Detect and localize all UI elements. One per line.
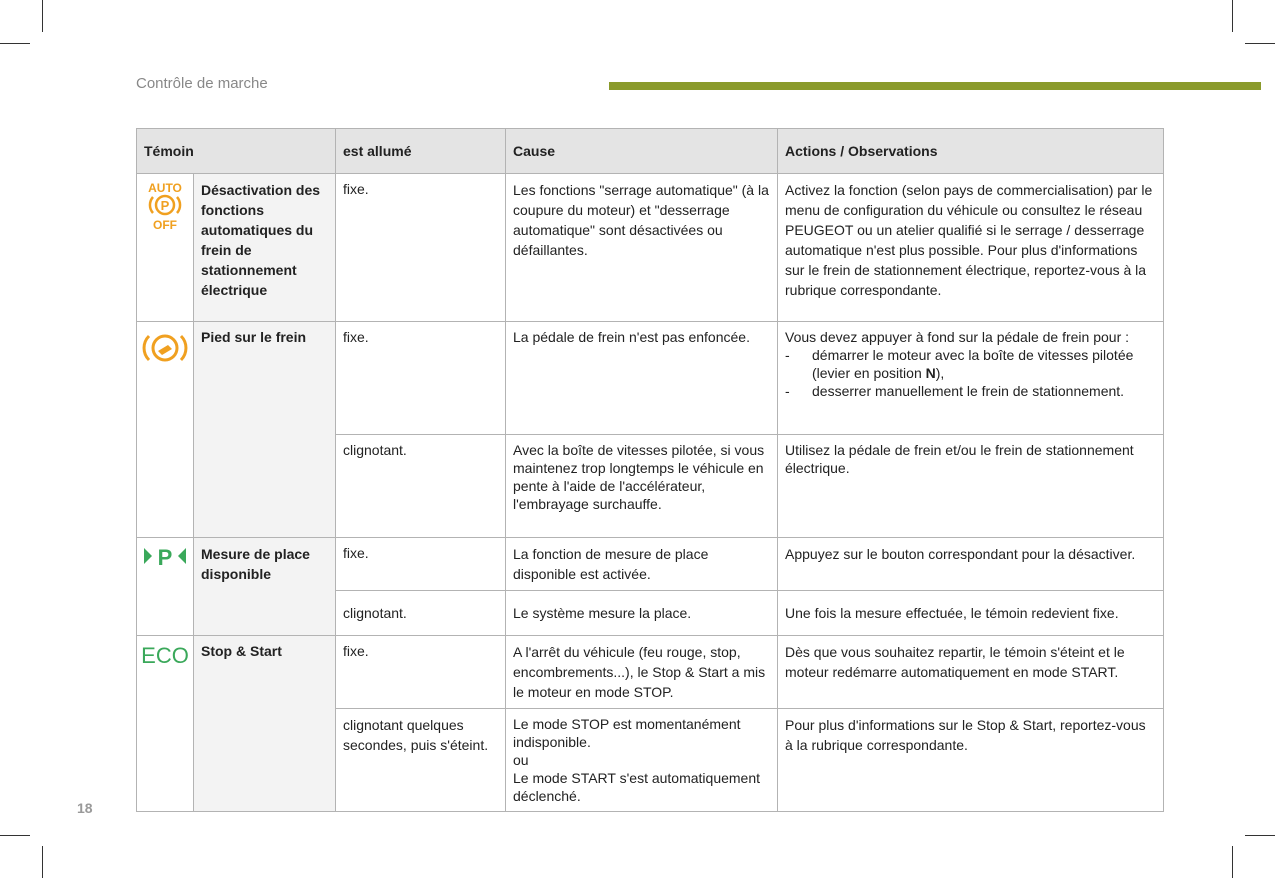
light-cause: Avec la boîte de vitesses pilotée, si vous maintenez trop longtemps le véhicule en pente à l'aide de l'accélérateur, l'embrayage surchauffe. (506, 435, 778, 538)
crop-mark (1245, 43, 1275, 44)
cause-text: Le mode STOP est momentanément indisponible. (513, 716, 741, 750)
light-state: fixe. (336, 538, 506, 591)
light-state: fixe. (336, 174, 506, 322)
light-cause (506, 709, 778, 812)
list-text-part: ), (935, 365, 945, 381)
crop-mark (42, 846, 43, 878)
svg-text:OFF: OFF (153, 218, 177, 232)
list-item (785, 382, 1156, 400)
light-cause: La fonction de mesure de place disponible est activée. (506, 538, 778, 591)
table-header-row (137, 129, 1164, 174)
auto-off-parking-brake-icon (137, 174, 194, 322)
table-row (137, 636, 1164, 709)
light-name: Stop & Start (194, 636, 336, 812)
gear-position: N (925, 365, 936, 381)
section-title: Contrôle de marche (136, 75, 268, 92)
list-text-part: démarrer le moteur avec la boîte de vitesses pilotée (levier en position (812, 347, 1134, 381)
foot-on-brake-icon (137, 322, 194, 538)
light-state: clignotant. (336, 435, 506, 538)
light-actions: Une fois la mesure effectuée, le témoin redevient fixe. (778, 591, 1164, 636)
crop-mark (0, 43, 30, 44)
list-item (785, 346, 1156, 382)
list-text: desserrer manuellement le frein de stationnement. (812, 383, 1125, 399)
light-state: clignotant quelques secondes, puis s'éteint. (336, 709, 506, 812)
light-cause: Les fonctions "serrage automatique" (à la coupure du moteur) et "desserrage automatique" sont désactivées ou défaillantes. (506, 174, 778, 322)
table-row (137, 538, 1164, 591)
light-name: Mesure de place disponible (194, 538, 336, 636)
svg-text:P: P (157, 545, 173, 568)
light-state: clignotant. (336, 591, 506, 636)
parking-space-measure-icon (137, 538, 194, 636)
list-dash: - (785, 347, 790, 363)
list-text (812, 346, 1156, 382)
crop-mark (1245, 835, 1275, 836)
light-state: fixe. (336, 636, 506, 709)
eco-stop-start-icon (137, 636, 194, 812)
light-state: fixe. (336, 322, 506, 435)
header-temoin: Témoin (137, 129, 336, 174)
crop-mark (0, 835, 30, 836)
light-actions (778, 322, 1164, 435)
svg-text:ECO: ECO (141, 643, 189, 668)
crop-mark (1232, 846, 1233, 878)
light-cause: Le système mesure la place. (506, 591, 778, 636)
light-name: Désactivation des fonctions automatiques du frein de stationnement électrique (194, 174, 336, 322)
light-cause: A l'arrêt du véhicule (feu rouge, stop, encombrements...), le Stop & Start a mis le moteur en mode STOP. (506, 636, 778, 709)
light-actions: Utilisez la pédale de frein et/ou le frein de stationnement électrique. (778, 435, 1164, 538)
cause-text: Le mode START s'est automatiquement déclenché. (513, 770, 761, 804)
crop-mark (42, 0, 43, 32)
light-actions: Appuyez sur le bouton correspondant pour la désactiver. (778, 538, 1164, 591)
header-cause: Cause (506, 129, 778, 174)
svg-text:AUTO: AUTO (148, 181, 182, 195)
list-dash: - (785, 383, 790, 399)
page-number: 18 (77, 800, 93, 816)
table-row (137, 174, 1164, 322)
table-row (137, 322, 1164, 435)
cause-or: ou (513, 752, 529, 768)
light-cause: La pédale de frein n'est pas enfoncée. (506, 322, 778, 435)
light-actions: Activez la fonction (selon pays de commercialisation) par le menu de configuration du véhicule ou consultez le réseau PEUGEOT ou un atelier qualifié si le serrage / desserrage automatique n'est plus possible. Pour plus d'informations sur le frein de stationnement électrique, reportez-vous à la rubrique correspondante. (778, 174, 1164, 322)
section-accent-bar (609, 82, 1261, 90)
light-name: Pied sur le frein (194, 322, 336, 538)
light-actions: Pour plus d'informations sur le Stop & Start, reportez-vous à la rubrique correspondante. (778, 709, 1164, 812)
warning-lights-table (136, 128, 1164, 812)
crop-mark (1232, 0, 1233, 32)
actions-intro: Vous devez appuyer à fond sur la pédale de frein pour : (785, 329, 1130, 345)
header-state: est allumé (336, 129, 506, 174)
header-actions: Actions / Observations (778, 129, 1164, 174)
svg-text:P: P (160, 198, 170, 213)
light-actions: Dès que vous souhaitez repartir, le témoin s'éteint et le moteur redémarre automatiquement en mode START. (778, 636, 1164, 709)
